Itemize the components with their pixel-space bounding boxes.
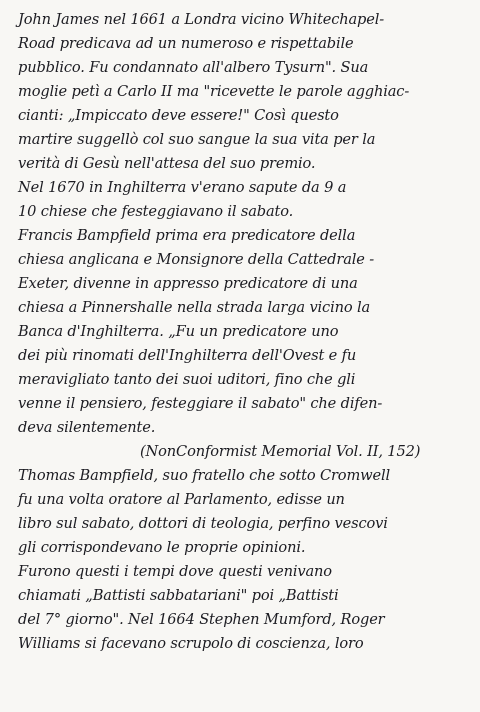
- text-line: Road predicava ad un numeroso e rispettabile: [18, 35, 354, 52]
- text-line: moglie petì a Carlo II ma "ricevette le parole agghiac-: [18, 83, 410, 100]
- text-line: verità di Gesù nell'attesa del suo premio.: [18, 155, 316, 172]
- citation-line: (NonConformist Memorial Vol. II, 152): [140, 443, 421, 460]
- text-line: Thomas Bampfield, suo fratello che sotto Cromwell: [18, 467, 390, 484]
- text-line: chiesa anglicana e Monsignore della Cattedrale -: [18, 251, 375, 268]
- text-line: pubblico. Fu condannato all'albero Tysurn". Sua: [18, 59, 369, 76]
- text-line: 10 chiese che festeggiavano il sabato.: [18, 203, 294, 220]
- text-line: cianti: „Impiccato deve essere!" Così questo: [18, 107, 339, 124]
- text-line: del 7° giorno". Nel 1664 Stephen Mumford, Roger: [18, 611, 385, 628]
- text-line: Furono questi i tempi dove questi venivano: [18, 563, 332, 580]
- text-line: chiamati „Battisti sabbatariani" poi „Battisti: [18, 587, 339, 604]
- text-line: martire suggellò col suo sangue la sua vita per la: [18, 131, 376, 148]
- text-line: dei più rinomati dell'Inghilterra dell'Ovest e fu: [18, 347, 357, 364]
- text-line: deva silentemente.: [18, 419, 156, 436]
- text-line: chiesa a Pinnershalle nella strada larga vicino la: [18, 299, 371, 316]
- text-line: Francis Bampfield prima era predicatore della: [18, 227, 356, 244]
- text-line: Exeter, divenne in appresso predicatore di una: [18, 275, 358, 292]
- text-line: gli corrispondevano le proprie opinioni.: [18, 539, 306, 556]
- text-line: Williams si facevano scrupolo di coscienza, loro: [18, 635, 364, 652]
- text-line: fu una volta oratore al Parlamento, edisse un: [18, 491, 345, 508]
- text-line: meravigliato tanto dei suoi uditori, fino che gli: [18, 371, 356, 388]
- text-line: venne il pensiero, festeggiare il sabato" che difen-: [18, 395, 383, 412]
- text-line: libro sul sabato, dottori di teologia, perfino vescovi: [18, 515, 388, 532]
- text-line: Banca d'Inghilterra. „Fu un predicatore uno: [18, 323, 339, 340]
- text-line: John James nel 1661 a Londra vicino Whitechapel-: [18, 11, 385, 28]
- handwritten-text: [18, 8, 470, 656]
- text-line: Nel 1670 in Inghilterra v'erano sapute da 9 a: [18, 179, 347, 196]
